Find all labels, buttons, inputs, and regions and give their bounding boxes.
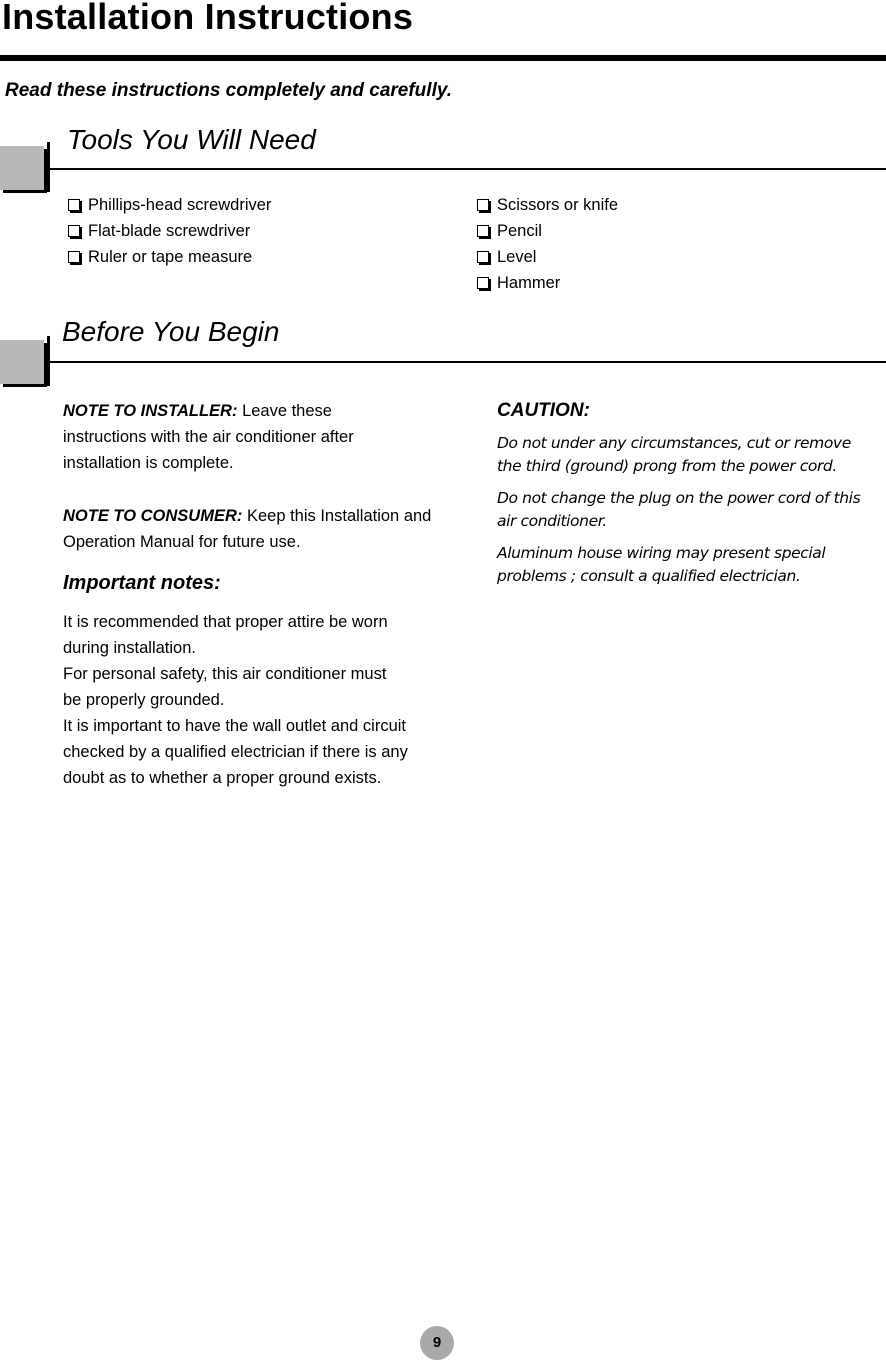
important-line: during installation.	[63, 639, 196, 657]
consumer-note	[63, 503, 443, 555]
tool-label: Ruler or tape measure	[88, 248, 253, 266]
important-notes-body	[63, 609, 463, 791]
list-item	[68, 244, 271, 270]
caution-heading: CAUTION:	[497, 400, 590, 421]
important-notes-heading: Important notes:	[63, 572, 221, 594]
checkbox-icon	[68, 225, 80, 237]
title-rule	[0, 55, 886, 61]
important-line: be properly grounded.	[63, 691, 225, 709]
checkbox-icon	[477, 277, 489, 289]
tool-label: Scissors or knife	[497, 196, 619, 214]
list-item	[68, 192, 271, 218]
page-subtitle: Read these instructions completely and carefully.	[5, 80, 452, 101]
begin-heading: Before You Begin	[62, 316, 280, 347]
checkbox-icon	[477, 251, 489, 263]
installer-note	[63, 398, 393, 476]
section-marker-block	[0, 340, 44, 384]
caution-paragraph: Do not under any circumstances, cut or remove the third (ground) prong from the power cord.	[497, 434, 851, 475]
list-item	[68, 218, 271, 244]
tool-label: Pencil	[497, 222, 542, 240]
consumer-note-label: NOTE TO CONSUMER:	[63, 507, 243, 525]
section-horizontal-rule	[47, 361, 886, 363]
tool-label: Flat-blade screwdriver	[88, 222, 251, 240]
installer-note-text: Leave these instructions with the air conditioner after installation is complete.	[63, 402, 354, 472]
checkbox-icon	[68, 199, 80, 211]
tool-label: Level	[497, 248, 537, 266]
list-item	[477, 218, 618, 244]
section-horizontal-rule	[47, 168, 886, 170]
page-title: Installation Instructions	[2, 0, 414, 37]
tools-heading: Tools You Will Need	[67, 124, 316, 155]
important-line: It is recommended that proper attire be worn	[63, 613, 388, 631]
installer-note-label: NOTE TO INSTALLER:	[63, 402, 238, 420]
consumer-note-text: Keep this Installation and Operation Manual for future use.	[63, 507, 432, 551]
page-number: 9	[420, 1326, 454, 1360]
tools-list-right	[477, 192, 618, 296]
tool-label: Phillips-head screwdriver	[88, 196, 272, 214]
important-line: checked by a qualified electrician if there is any	[63, 743, 408, 761]
list-item	[477, 270, 618, 296]
section-marker-block	[0, 146, 44, 190]
list-item	[477, 244, 618, 270]
caution-body	[497, 432, 875, 597]
tool-label: Hammer	[497, 274, 561, 292]
checkbox-icon	[68, 251, 80, 263]
caution-paragraph: Aluminum house wiring may present special problems ; consult a qualified electrician.	[497, 544, 826, 585]
caution-paragraph: Do not change the plug on the power cord of this air conditioner.	[497, 489, 861, 530]
important-line: doubt as to whether a proper ground exists.	[63, 769, 382, 787]
tools-list-left	[68, 192, 271, 270]
section-vertical-rule	[47, 142, 50, 192]
checkbox-icon	[477, 225, 489, 237]
important-line: It is important to have the wall outlet and circuit	[63, 717, 407, 735]
checkbox-icon	[477, 199, 489, 211]
list-item	[477, 192, 618, 218]
important-line: For personal safety, this air conditioner must	[63, 665, 387, 683]
